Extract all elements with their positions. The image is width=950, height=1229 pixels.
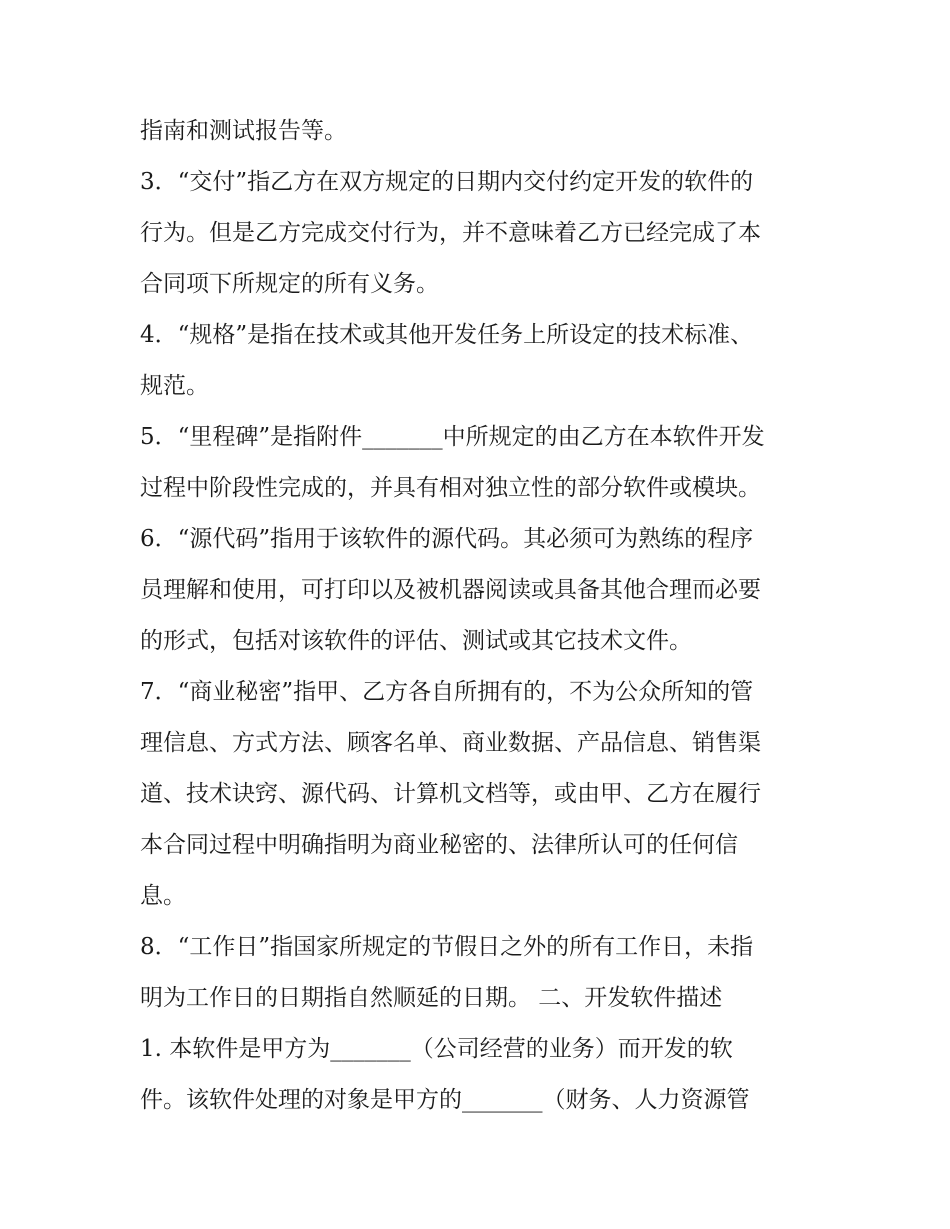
text-line: 3．“交付”指乙方在双方规定的日期内交付约定开发的软件的: [140, 169, 754, 195]
text-line: 指南和测试报告等。: [140, 118, 347, 144]
contract-text: [140, 106, 820, 1126]
text-line: 本合同过程中明确指明为商业秘密的、法律所认可的任何信: [140, 832, 738, 858]
text-line: 8．“工作日”指国家所规定的节假日之外的所有工作日，未指: [140, 934, 754, 960]
text-line: 4．“规格”是指在技术或其他开发任务上所设定的技术标准、: [140, 322, 754, 348]
text-line: 6．“源代码”指用于该软件的源代码。其必须可为熟练的程序: [140, 526, 754, 552]
text-line: 道、技术诀窍、源代码、计算机文档等，或由甲、乙方在履行: [140, 781, 761, 807]
text-line: 7．“商业秘密”指甲、乙方各自所拥有的，不为公众所知的管: [140, 679, 754, 705]
text-line: 行为。但是乙方完成交付行为，并不意味着乙方已经完成了本: [140, 220, 761, 246]
text-line: 息。: [140, 883, 186, 909]
text-line: 5．“里程碑”是指附件_______中所规定的由乙方在本软件开发: [140, 424, 765, 450]
text-line: 理信息、方式方法、顾客名单、商业数据、产品信息、销售渠: [140, 730, 761, 756]
text-line: 过程中阶段性完成的，并具有相对独立性的部分软件或模块。: [140, 475, 761, 501]
text-line: 员理解和使用，可打印以及被机器阅读或具备其他合理而必要: [140, 577, 761, 603]
text-line: 件。该软件处理的对象是甲方的_______（财务、人力资源管: [140, 1087, 750, 1113]
text-line: 规范。: [140, 373, 209, 399]
text-line: 1. 本软件是甲方为_______（公司经营的业务）而开发的软: [140, 1036, 733, 1062]
text-line: 的形式，包括对该软件的评估、测试或其它技术文件。: [140, 628, 692, 654]
text-line: 合同项下所规定的所有义务。: [140, 271, 439, 297]
text-line: 明为工作日的日期指自然顺延的日期。 二、开发软件描述: [140, 985, 723, 1011]
